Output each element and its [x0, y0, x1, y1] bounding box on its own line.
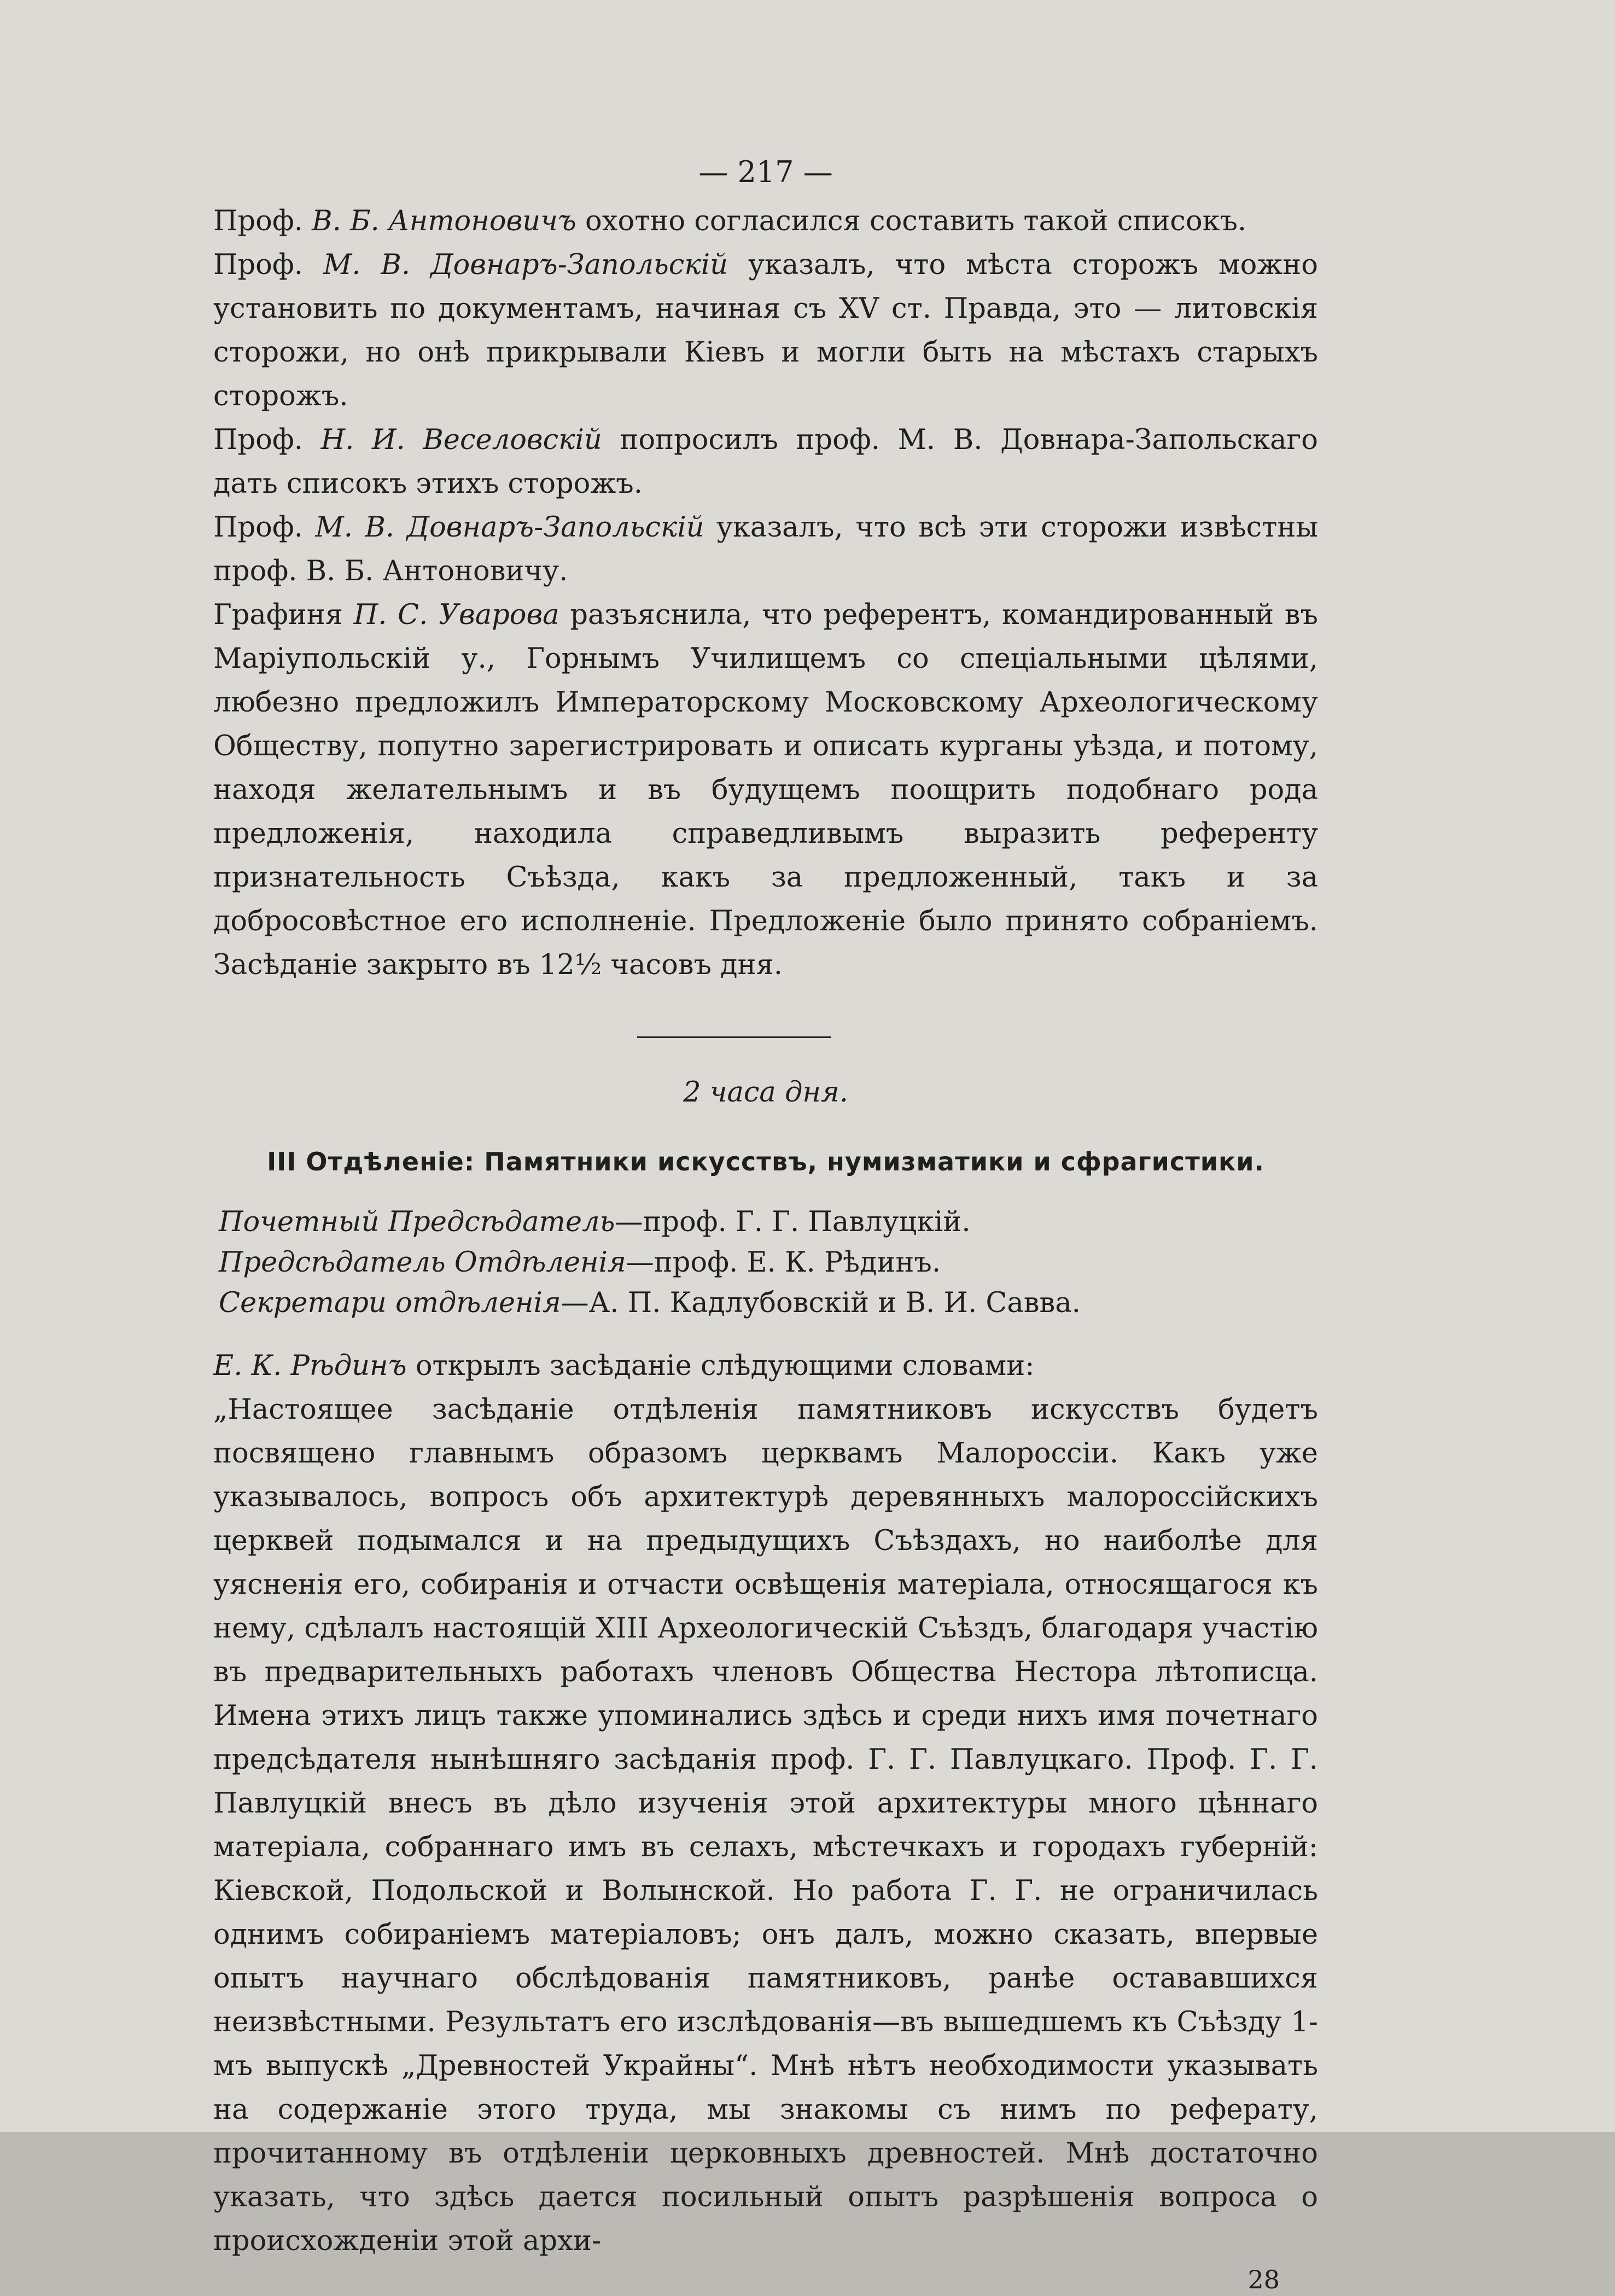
session-time: 2 часа дня. — [683, 1076, 848, 1109]
speaker-name: П. С. Уварова — [353, 599, 559, 631]
officer-role: Предсѣдатель Отдѣленія — [219, 1246, 626, 1279]
page-number: — 217 — — [698, 155, 833, 189]
speech-intro: Е. К. Рѣдинъ открылъ засѣданіе слѣдующими словами: — [213, 1350, 1035, 1382]
speaker-name: М. В. Довнаръ-Запольскій — [323, 249, 728, 281]
page-content — [213, 150, 1318, 2296]
signature-mark: 28 — [1247, 2265, 1280, 2294]
speech-block — [213, 1344, 1318, 2263]
officer-value: —А. П. Кадлубовскій и В. И. Савва. — [561, 1287, 1081, 1319]
officer-role: Почетный Предсѣдатель — [219, 1206, 615, 1238]
minutes-paragraph: Проф. М. В. Довнаръ-Запольскій указалъ, что мѣста сторожъ можно установить по документамъ, начиная съ XV ст. Правда, это — литовскія сторожи, но онѣ прикрывали Кіевъ и могли быть на мѣстахъ старыхъ сторожъ. — [213, 249, 1318, 412]
speaker-name: Е. К. Рѣдинъ — [213, 1350, 407, 1382]
officer-line — [219, 1202, 1318, 1243]
officer-line — [219, 1243, 1318, 1283]
minutes-paragraph: Проф. М. В. Довнаръ-Запольскій указалъ, что всѣ эти сторожи извѣстны проф. В. Б. Антоновичу. — [213, 511, 1318, 587]
officer-line — [219, 1283, 1318, 1324]
officer-value: —проф. Е. К. Рѣдинъ. — [626, 1246, 941, 1279]
minutes-block — [213, 200, 1318, 987]
speaker-name: М. В. Довнаръ-Запольскій — [315, 511, 704, 544]
minutes-paragraph: Проф. Н. И. Веселовскій попросилъ проф. М. В. Довнара-Запольскаго дать списокъ этихъ сторожъ. — [213, 424, 1318, 500]
speaker-name: В. Б. Антоновичъ — [312, 205, 576, 237]
section-title: III Отдѣленіе: Памятники искусствъ, нумизматики и сфрагистики. — [267, 1147, 1264, 1176]
section-divider — [637, 1036, 831, 1038]
minutes-paragraph: Проф. В. Б. Антоновичъ охотно согласился составить такой списокъ. — [213, 205, 1247, 237]
officer-role: Секретари отдѣленія — [219, 1287, 561, 1319]
speaker-name: Н. И. Веселовскій — [320, 424, 602, 456]
minutes-paragraph: Графиня П. С. Уварова разъяснила, что референтъ, командированный въ Маріупольскій у., Горнымъ Училищемъ со спеціальными цѣлями, любезно предложилъ Императорскому Московскому Археологическому Обществу, попутно зарегистрировать и описать курганы уѣзда, и потому, находя желательнымъ и въ будущемъ поощрить подобнаго рода предложенія, находила справедливымъ выразить референту признательность Съѣзда, какъ за предложенный, такъ и за добросовѣстное его исполненіе. Предложеніе было принято собраніемъ. Засѣданіе закрыто въ 12½ часовъ дня. — [213, 599, 1319, 981]
officers-list — [213, 1202, 1318, 1324]
officer-value: —проф. Г. Г. Павлуцкій. — [615, 1206, 971, 1238]
speech-text: „Настоящее засѣданіе отдѣленія памятниковъ искусствъ будетъ посвящено главнымъ образомъ церквамъ Малороссіи. Какъ уже указывалось, вопросъ объ архитектурѣ деревянныхъ малороссійскихъ церквей подымался и на предыдущихъ Съѣздахъ, но наиболѣе для уясненія его, собиранія и отчасти освѣщенія матеріала, относящагося къ нему, сдѣлалъ настоящій XIII Археологическій Съѣздъ, благодаря участію въ предварительныхъ работахъ членовъ Общества Нестора лѣтописца. Имена этихъ лицъ также упоминались здѣсь и среди нихъ имя почетнаго предсѣдателя нынѣшняго засѣданія проф. Г. Г. Павлуцкаго. Проф. Г. Г. Павлуцкій внесъ въ дѣло изученія этой архитектуры много цѣннаго матеріала, собраннаго имъ въ селахъ, мѣстечкахъ и городахъ губерній: Кіевской, Подольской и Волынской. Но работа Г. Г. не ограничилась однимъ собираніемъ матеріаловъ; онъ далъ, можно сказать, впервые опытъ научнаго обслѣдованія памятниковъ, ранѣе остававшихся неизвѣстными. Результатъ его изслѣдованія—въ вышедшемъ къ Съѣзду 1-мъ выпускѣ „Древностей Украйны“. Мнѣ нѣтъ необходимости указывать на содержаніе этого труда, мы знакомы съ нимъ по реферату, прочитанному въ отдѣленіи церковныхъ древностей. Мнѣ достаточно указать, что здѣсь дается посильный опытъ разрѣшенія вопроса о происхожденіи этой архи- — [213, 1394, 1318, 2257]
